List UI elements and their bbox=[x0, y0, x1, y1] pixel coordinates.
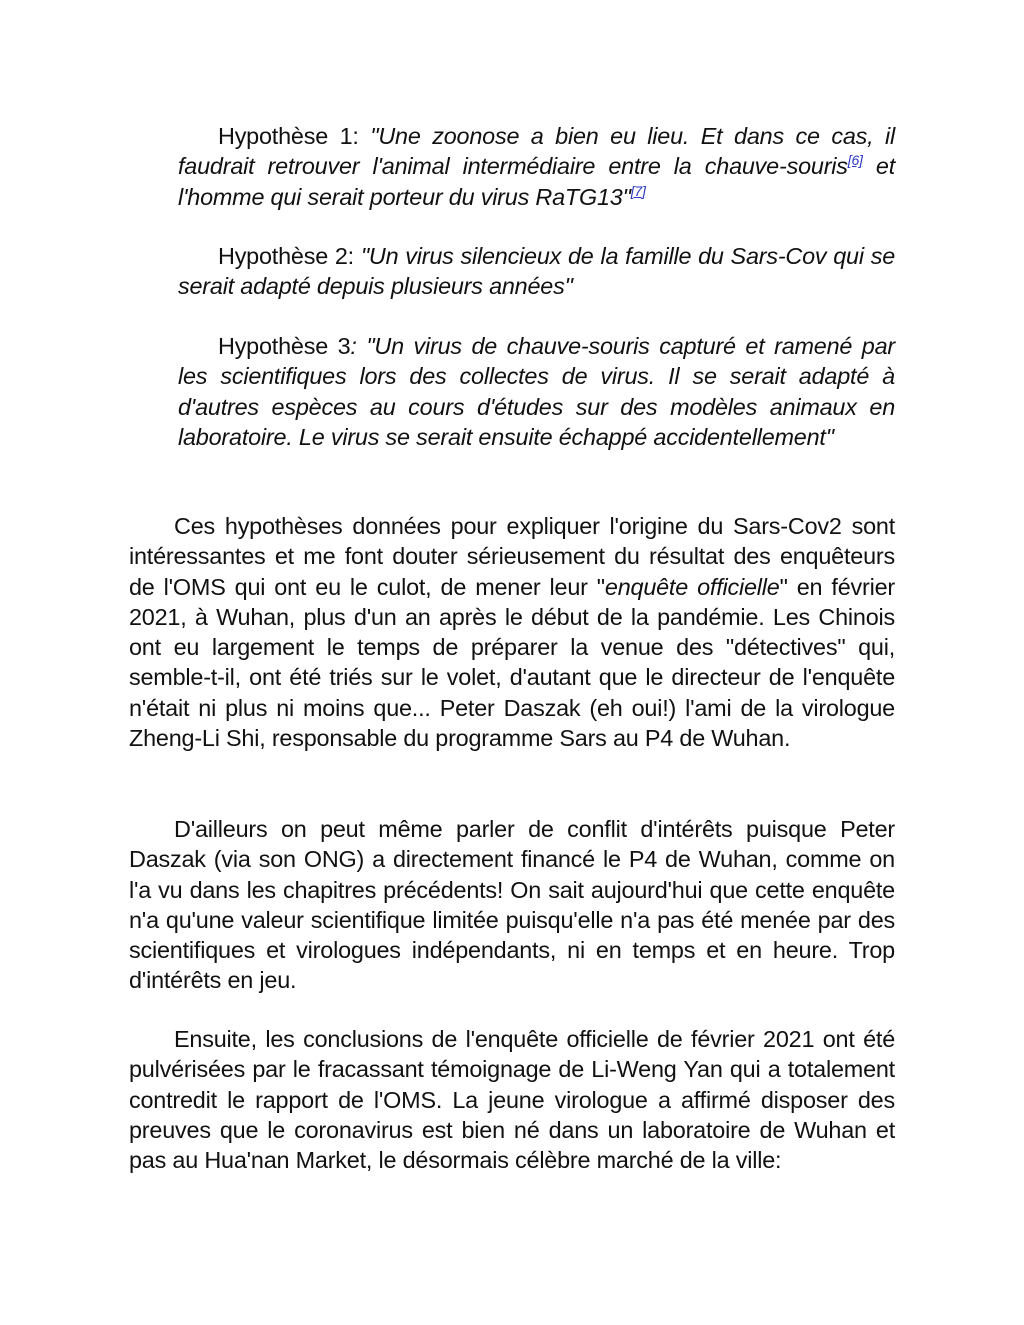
paragraph-hypotheses-commentary bbox=[129, 511, 895, 753]
emphasis-text: enquête officielle bbox=[604, 573, 780, 600]
hypothesis-3 bbox=[178, 331, 895, 452]
hypothesis-quote: "Un virus de chauve-souris capturé et ramené par les scientifiques lors des collectes de virus. Il se serait adapté à d'autres espèces au cours d'études sur des modèles animaux en laboratoire. Le virus se serait ensuite échappé accidentellement" bbox=[178, 333, 896, 450]
hypothesis-1 bbox=[178, 121, 895, 212]
paragraph-text-continued: " en février 2021, à Wuhan, plus d'un an après le début de la pandémie. Les Chinois ont eu largement le temps de préparer la venue des "détectives" qui, semble-t-il, ont été triés sur le volet, d'autant que le directeur de l'enquête n'était ni plus ni moins que... Peter Daszak (eh oui!) l'ami de la virologue Zheng-Li Shi, responsable du programme Sars au P4 de Wuhan. bbox=[129, 573, 895, 752]
hypothesis-separator: : bbox=[352, 123, 371, 149]
paragraph-conflict-of-interest: D'ailleurs on peut même parler de conflit d'intérêts puisque Peter Daszak (via son ONG) a directement financé le P4 de Wuhan, comme on l'a vu dans les chapitres précédents! On sait aujourd'hui que cette enquête n'a qu'une valeur scientifique limitée puisqu'elle n'a pas été menée par des scientifiques et virologues indépendants, ni en temps et en heure. Trop d'intérêts en jeu. bbox=[129, 816, 895, 994]
hypothesis-separator: : bbox=[350, 333, 367, 359]
footnote-ref-7 bbox=[631, 183, 646, 199]
hypothesis-quote: "Un virus silencieux de la famille du Sars-Cov qui se serait adapté depuis plusieurs années" bbox=[178, 243, 895, 300]
footnote-link-7[interactable]: [7] bbox=[630, 182, 646, 199]
hypothesis-label: Hypothèse 1 bbox=[218, 123, 353, 149]
footnote-ref-6 bbox=[848, 152, 863, 168]
paragraph-testimony: Ensuite, les conclusions de l'enquête officielle de février 2021 ont été pulvérisées par le fracassant témoignage de Li-Weng Yan qui a totalement contredit le rapport de l'OMS. La jeune virologue a affirmé disposer des preuves que le coronavirus est bien né dans un laboratoire de Wuhan et pas au Hua'nan Market, le désormais célèbre marché de la ville: bbox=[129, 1026, 895, 1174]
hypothesis-label: Hypothèse 2 bbox=[218, 243, 348, 269]
paragraph-text: Ces hypothèses données pour expliquer l'origine du Sars-Cov2 sont intéressantes et me font douter sérieusement du résultat des enquêteurs de l'OMS qui ont eu le culot, de mener leur " bbox=[129, 513, 895, 600]
hypothesis-quote-continued: et l'homme qui serait porteur du virus RaTG13" bbox=[178, 153, 895, 210]
footnote-link-6[interactable]: [6] bbox=[847, 152, 863, 169]
hypothesis-quote: "Une zoonose a bien eu lieu. Et dans ce cas, il faudrait retrouver l'animal intermédiaire entre la chauve-souris bbox=[178, 123, 895, 180]
hypothesis-2 bbox=[178, 241, 895, 302]
hypothesis-separator: : bbox=[347, 243, 361, 269]
hypothesis-label: Hypothèse 3 bbox=[218, 333, 351, 359]
